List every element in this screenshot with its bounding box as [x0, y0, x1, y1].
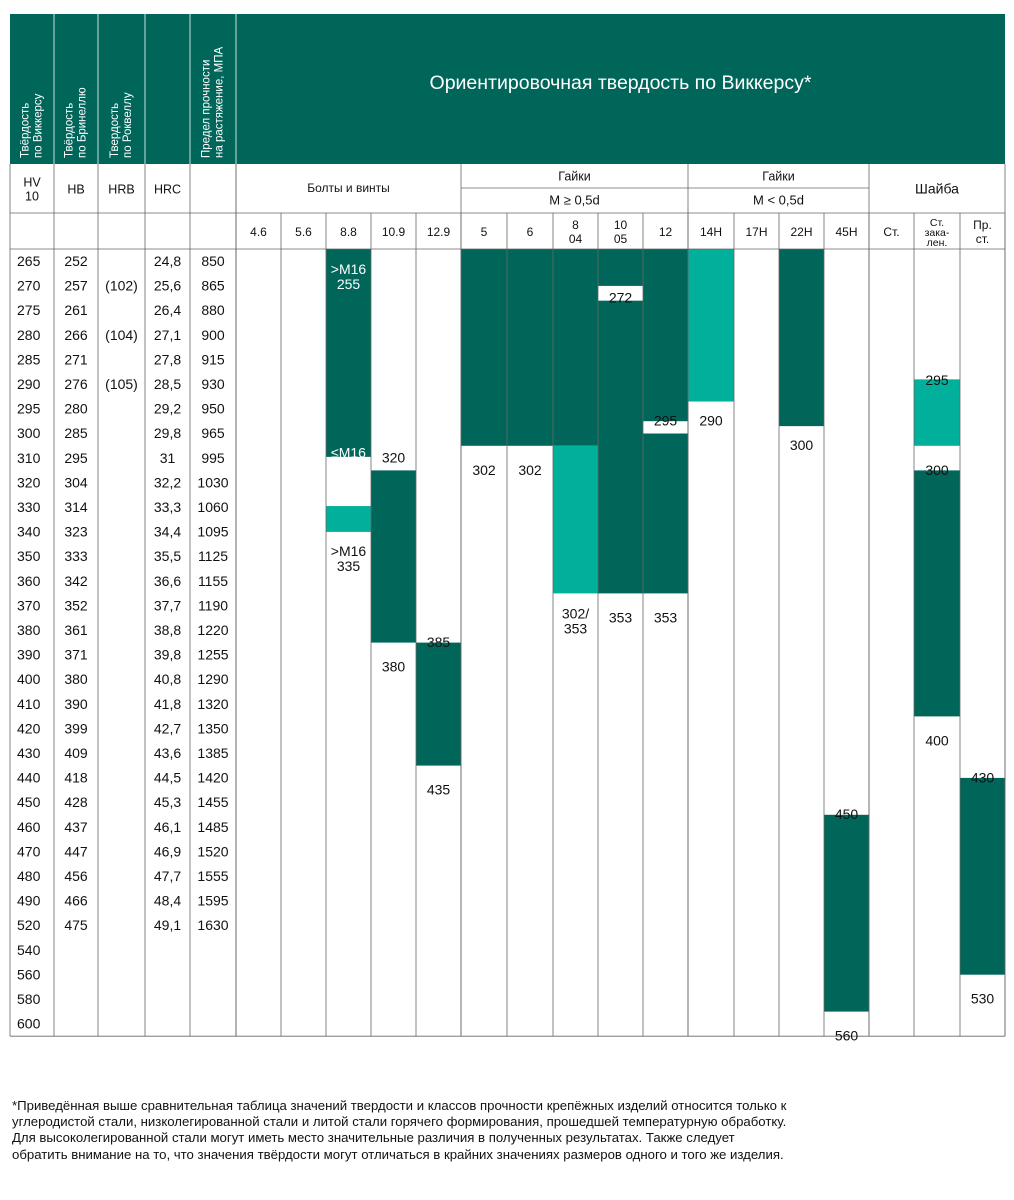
- row-value: 26,4: [153, 302, 182, 319]
- row-value: 1125: [197, 548, 229, 565]
- row-value-hv: 580: [17, 991, 41, 1008]
- row-value: 1485: [197, 818, 229, 835]
- row-value-hv: 450: [17, 794, 41, 811]
- row-value: 437: [64, 818, 88, 835]
- row-value: 47,7: [153, 868, 182, 885]
- row-value-hv: 600: [17, 1015, 41, 1032]
- row-value: 900: [201, 326, 225, 343]
- column-header: 10.9: [381, 225, 406, 240]
- hardness-range-bar: [553, 446, 598, 594]
- row-value: 850: [201, 253, 225, 270]
- row-value: 276: [64, 376, 88, 393]
- row-value: 41,8: [153, 695, 182, 712]
- bar-value-label: 272: [608, 289, 633, 306]
- row-value-hv: 300: [17, 425, 41, 442]
- row-value: 285: [64, 425, 88, 442]
- column-header: 6: [526, 225, 534, 240]
- row-value: 27,1: [153, 326, 182, 343]
- row-value-hv: 310: [17, 449, 41, 466]
- hardness-range-bar: [914, 470, 960, 716]
- bar-value-label: 353: [608, 609, 633, 626]
- row-value: 1060: [197, 499, 229, 516]
- column-header: 14H: [699, 225, 723, 240]
- row-value: 418: [64, 769, 88, 786]
- row-value: 31: [159, 449, 176, 466]
- row-value: 314: [64, 499, 88, 516]
- row-value: 304: [64, 474, 88, 491]
- row-value: 447: [64, 843, 88, 860]
- row-value: 48,4: [153, 892, 182, 909]
- row-value-hv: 280: [17, 326, 41, 343]
- hardness-range-bar: [371, 470, 416, 642]
- row-value: 371: [64, 646, 88, 663]
- row-value-hv: 460: [17, 818, 41, 835]
- bar-value-label: 295: [925, 372, 949, 389]
- column-header: Ст.: [929, 216, 945, 229]
- row-value: 342: [64, 572, 88, 589]
- bar-value-label: 430: [970, 769, 995, 786]
- bar-value-label: 320: [336, 459, 361, 476]
- bar-value-label: 290: [699, 412, 723, 429]
- row-value: 38,8: [153, 622, 182, 639]
- row-value: 880: [201, 302, 225, 319]
- bar-value-label: ≤M16: [331, 444, 366, 461]
- left-header-label: по Виккерсу: [32, 93, 45, 158]
- left-header-label: на растяжение, МПА: [213, 46, 226, 158]
- row-value-hv: 390: [17, 646, 41, 663]
- row-value: 1030: [197, 474, 229, 491]
- row-value: 37,7: [153, 597, 182, 614]
- group-label: Болты и винты: [307, 181, 390, 196]
- row-value: (104): [105, 326, 138, 343]
- row-value-hv: 330: [17, 499, 41, 516]
- left-header-label: по Роквеллу: [122, 92, 135, 158]
- row-value: 428: [64, 794, 88, 811]
- row-value: 361: [64, 622, 88, 639]
- column-header: 4.6: [250, 225, 267, 240]
- row-value-hv: 440: [17, 769, 41, 786]
- column-header: 12.9: [426, 225, 451, 240]
- row-value-hv: 430: [17, 745, 41, 762]
- row-value: 1520: [197, 843, 229, 860]
- row-value: 1455: [197, 794, 229, 811]
- left-header-label: Твердость: [109, 102, 122, 158]
- hardness-range-bar: [779, 249, 824, 426]
- chart-title: Ориентировочная твердость по Виккерсу*: [429, 72, 812, 95]
- left-code-label: HRB: [108, 182, 135, 197]
- row-value-hv: 295: [17, 400, 41, 417]
- group-sublabel: M < 0,5d: [753, 192, 804, 208]
- row-value: 1155: [197, 572, 229, 589]
- row-value: 33,3: [153, 499, 182, 516]
- row-value: 25,6: [153, 277, 182, 294]
- left-header-label: Твёрдость: [63, 102, 76, 158]
- bar-value-label: 560: [834, 1027, 859, 1044]
- row-value: 28,5: [153, 376, 182, 393]
- row-value: (102): [105, 277, 138, 294]
- hardness-range-bar: [643, 434, 688, 594]
- row-value-hv: 290: [17, 376, 41, 393]
- column-header: 22H: [790, 225, 813, 240]
- row-value-hv: 400: [17, 671, 41, 688]
- row-value: 34,4: [153, 523, 182, 540]
- row-value: 271: [64, 351, 88, 368]
- column-header: 12: [658, 225, 673, 240]
- row-value-hv: 470: [17, 843, 41, 860]
- row-value-hv: 560: [17, 966, 41, 983]
- row-value: 27,8: [153, 351, 182, 368]
- row-value: 930: [201, 376, 225, 393]
- bar-value-label: 400: [925, 732, 949, 749]
- bar-value-label: 295: [653, 412, 678, 429]
- row-value: 40,8: [153, 671, 182, 688]
- row-value: 24,8: [153, 253, 182, 270]
- row-value: 35,5: [153, 548, 182, 565]
- row-value: 995: [201, 449, 225, 466]
- row-value-hv: 410: [17, 695, 41, 712]
- column-header: 17H: [745, 225, 768, 240]
- bar-value-label: 302: [518, 461, 542, 478]
- hardness-range-bar: [416, 643, 461, 766]
- bar-value-label: 320: [381, 449, 406, 466]
- bar-value-label: >M16: [330, 261, 367, 278]
- bar-value-label: 353: [653, 609, 678, 626]
- row-value: 1385: [197, 745, 229, 762]
- row-value: 49,1: [153, 917, 182, 934]
- row-value-hv: 340: [17, 523, 41, 540]
- column-header: 05: [613, 232, 628, 247]
- row-value: 29,2: [153, 400, 182, 417]
- row-value: 1095: [197, 523, 229, 540]
- row-value: 295: [64, 449, 88, 466]
- row-value-hv: 420: [17, 720, 41, 737]
- row-value-hv: 380: [17, 622, 41, 639]
- bar-value-label: 300: [789, 437, 814, 454]
- row-value: 1255: [197, 646, 229, 663]
- row-value-hv: 320: [17, 474, 41, 491]
- row-value: 390: [64, 695, 88, 712]
- row-value: 399: [64, 720, 88, 737]
- bar-value-label: >M16: [330, 542, 367, 559]
- row-value: 280: [64, 400, 88, 417]
- row-value-hv: 350: [17, 548, 41, 565]
- row-value: 1290: [197, 671, 229, 688]
- left-header-label: Предел прочности: [200, 59, 213, 158]
- column-header: 10: [613, 218, 628, 233]
- hardness-range-bar: [824, 815, 869, 1012]
- row-value: 46,9: [153, 843, 182, 860]
- bar-value-label: 302/: [561, 605, 590, 622]
- row-value: 475: [64, 917, 88, 934]
- left-code-label: HB: [67, 182, 85, 197]
- hardness-range-bar: [598, 301, 643, 594]
- row-value: 252: [64, 253, 88, 270]
- column-header: 8.8: [340, 225, 357, 240]
- group-label: Шайба: [915, 180, 959, 197]
- hardness-range-bar: [688, 249, 734, 402]
- hardness-range-bar: [643, 249, 688, 421]
- left-code-label: HV: [23, 175, 41, 190]
- bar-value-label: 353: [563, 620, 588, 637]
- row-value: 1420: [197, 769, 229, 786]
- row-value: 409: [64, 745, 88, 762]
- row-value: 352: [64, 597, 88, 614]
- row-value-hv: 520: [17, 917, 41, 934]
- row-value: 333: [64, 548, 88, 565]
- column-header: 45H: [835, 225, 858, 240]
- column-header: ст.: [975, 232, 990, 247]
- column-header: 8: [572, 218, 579, 233]
- row-value-hv: 275: [17, 302, 41, 319]
- row-value-hv: 360: [17, 572, 41, 589]
- row-value-hv: 265: [17, 253, 41, 270]
- row-value: 1220: [197, 622, 229, 639]
- row-value-hv: 370: [17, 597, 41, 614]
- bar-value-label: 385: [426, 634, 451, 651]
- bar-value-label: 302: [472, 461, 496, 478]
- hardness-range-bar: [553, 249, 598, 446]
- left-header-label: Твёрдость: [19, 102, 32, 158]
- left-code-label: 10: [25, 189, 39, 204]
- hardness-range-bar: [326, 506, 371, 532]
- row-value: 43,6: [153, 745, 182, 762]
- row-value-hv: 490: [17, 892, 41, 909]
- row-value-hv: 285: [17, 351, 41, 368]
- column-header: 5: [480, 225, 488, 240]
- column-header: лен.: [926, 236, 948, 249]
- row-value: 45,3: [153, 794, 182, 811]
- row-value: 29,8: [153, 425, 182, 442]
- row-value: 257: [64, 277, 88, 294]
- bar-value-label: 300: [925, 461, 949, 478]
- bar-value-label: 335: [336, 557, 361, 574]
- hardness-range-bar: [960, 778, 1005, 975]
- column-header: 5.6: [295, 225, 312, 240]
- bar-value-label: 380: [381, 658, 406, 675]
- row-value: 46,1: [153, 818, 182, 835]
- row-value: 323: [64, 523, 88, 540]
- row-value: 380: [64, 671, 88, 688]
- bar-value-label: 255: [336, 276, 361, 293]
- row-value: 266: [64, 326, 88, 343]
- hardness-range-bar: [598, 249, 643, 286]
- row-value: 36,6: [153, 572, 182, 589]
- column-header: Ст.: [883, 225, 900, 240]
- bar-value-label: 530: [970, 990, 995, 1007]
- left-code-label: HRC: [153, 182, 182, 197]
- column-header: 04: [568, 232, 583, 247]
- row-value: 1555: [197, 868, 229, 885]
- row-value: (105): [105, 376, 138, 393]
- column-header: зака-: [924, 226, 950, 239]
- row-value: 965: [201, 425, 225, 442]
- row-value-hv: 480: [17, 868, 41, 885]
- footnote: *Приведённая выше сравнительная таблица значений твердости и классов прочности крепёжных изделий относится только к углеродистой стали, низколегированной стали и литой стали горячего формирования, прошедшей температурную обработку. Для высоколегированной стали могут иметь место значительные различия в полученных результатах. Также следует обратить внимание на то, что значения твёрдости могут отличаться в крайних значениях размеров одного и того же изделия.: [12, 1098, 787, 1162]
- group-label: Гайки: [762, 169, 795, 184]
- row-value: 1630: [197, 917, 229, 934]
- bar-value-label: 435: [426, 781, 451, 798]
- hardness-range-bar: [914, 379, 960, 445]
- row-value: 1190: [197, 597, 229, 614]
- row-value-hv: 540: [17, 941, 41, 958]
- row-value: 950: [201, 400, 225, 417]
- row-value: 456: [64, 868, 88, 885]
- row-value: 1595: [197, 892, 229, 909]
- row-value-hv: 270: [17, 277, 41, 294]
- row-value: 42,7: [153, 720, 182, 737]
- row-value: 32,2: [153, 474, 182, 491]
- row-value: 261: [64, 302, 88, 319]
- group-sublabel: M ≥ 0,5d: [549, 192, 600, 208]
- row-value: 915: [201, 351, 225, 368]
- hardness-range-bar: [461, 249, 507, 446]
- row-value: 1320: [197, 695, 229, 712]
- row-value: 1350: [197, 720, 229, 737]
- bar-value-label: 450: [834, 806, 859, 823]
- row-value: 44,5: [153, 769, 182, 786]
- column-header: Пр.: [973, 218, 992, 233]
- row-value: 39,8: [153, 646, 182, 663]
- row-value: 466: [64, 892, 88, 909]
- left-header-label: по Бринеллю: [76, 87, 89, 158]
- hardness-range-bar: [507, 249, 553, 446]
- row-value: 865: [201, 277, 225, 294]
- group-label: Гайки: [558, 169, 591, 184]
